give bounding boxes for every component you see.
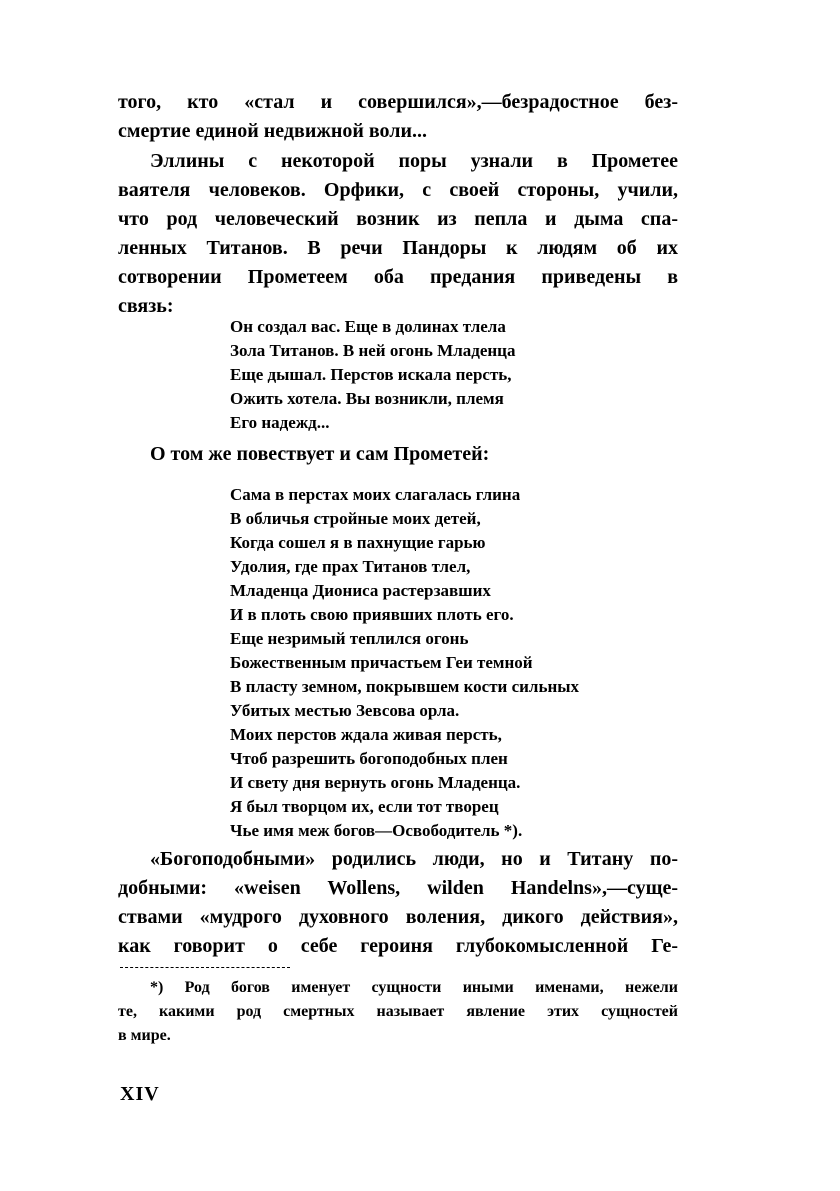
footnote [118,976,678,1048]
text-line: сотворении Прометеем оба предания приведены в [118,266,678,288]
paragraph-opening [118,88,678,146]
text-line: связь: [118,295,174,317]
page-number: XIV [120,1083,160,1105]
verse-line: Божественным причастьем Геи темной [230,653,533,672]
text-line: ствами «мудрого духовного воления, дикого действия», [118,906,678,928]
poem-pandora [230,315,650,435]
paragraph-prometheus-intro: О том же повествует и сам Прометей: [150,443,490,465]
verse-line: Чье имя меж богов—Освободитель *). [230,821,523,840]
text-line: Эллины с некоторой поры узнали в Прометее [150,150,678,172]
verse-line: Зола Титанов. В ней огонь Младенца [230,341,516,360]
verse-line: Он создал вас. Еще в долинах тлела [230,317,506,336]
text-line: ленных Титанов. В речи Пандоры к людям об их [118,237,678,259]
footnote-line: в мире. [118,1027,171,1044]
verse-line: И в плоть свою приявших плоть его. [230,605,514,624]
verse-line: В пласту земном, покрывшем кости сильных [230,677,580,696]
verse-line: Удолия, где прах Титанов тлел, [230,557,471,576]
text-line: «Богоподобными» родились люди, но и Титану по- [150,848,678,870]
verse-line: Младенца Диониса растерзавших [230,581,491,600]
text-line: ваятеля человеков. Орфики, с своей стороны, учили, [118,179,678,201]
verse-line: Еще дышал. Перстов искала персть, [230,365,512,384]
verse-line: Еще незримый теплился огонь [230,629,469,648]
text-line: добными: «weisen Wollens, wilden Handelns»,—суще- [118,877,678,899]
verse-line: Когда сошел я в пахнущие гарью [230,533,486,552]
text-line: как говорит о себе героиня глубокомысленной Ге- [118,935,678,957]
footnote-divider [120,967,290,968]
text-line: что род человеческий возник из пепла и дыма спа- [118,208,678,230]
footnote-line: *) Род богов именует сущности иными именами, нежели [150,979,678,996]
text-line: того, кто «стал и совершился»,—безрадостное без- [118,91,678,113]
poem-prometheus [230,483,650,843]
text-line: смертие единой недвижной воли... [118,120,428,142]
paragraph-orphics [118,147,678,321]
verse-line: И свету дня вернуть огонь Младенца. [230,773,521,792]
verse-line: Ожить хотела. Вы возникли, племя [230,389,504,408]
paragraph-god-like [118,845,678,961]
footnote-line: те, какими род смертных называет явление этих сущностей [118,1003,678,1020]
verse-line: В обличья стройные моих детей, [230,509,481,528]
verse-line: Моих перстов ждала живая персть, [230,725,502,744]
verse-line: Чтоб разрешить богоподобных плен [230,749,508,768]
verse-line: Его надежд... [230,413,330,432]
verse-line: Я был творцом их, если тот творец [230,797,499,816]
verse-line: Сама в перстах моих слагалась глина [230,485,521,504]
verse-line: Убитых местью Зевсова орла. [230,701,460,720]
